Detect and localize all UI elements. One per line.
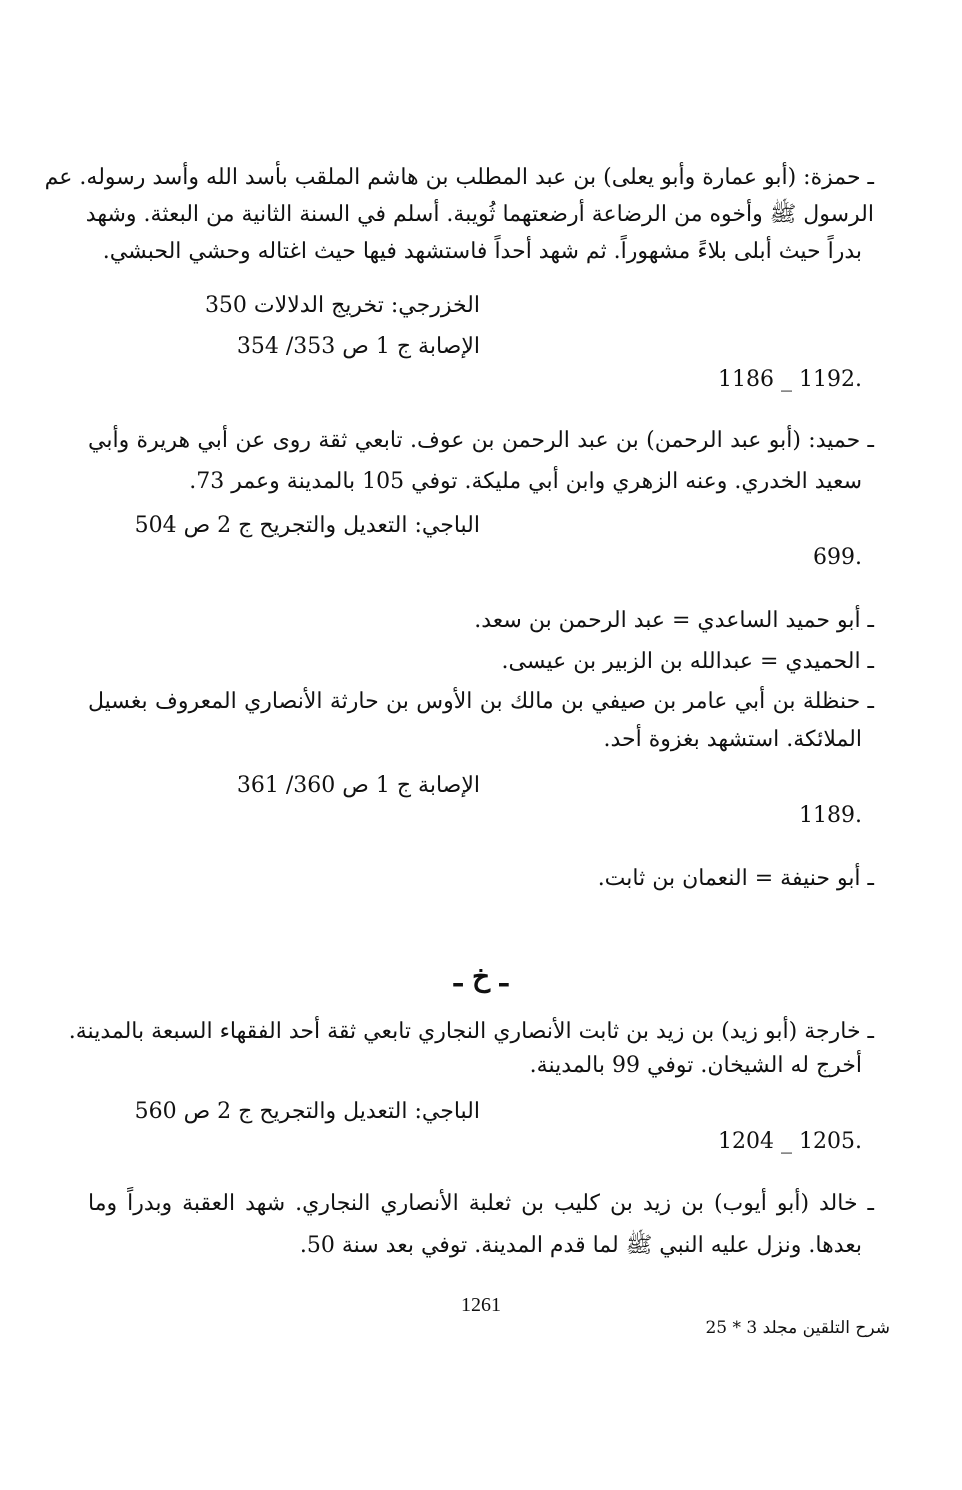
entry-khalid-line-1: ـ خالد (أبو أيوب) بن زيد بن كليب بن ثعلبة الأنصاري النجاري. شهد العقبة وبدراً وما: [88, 1191, 874, 1216]
entry-humaid-line-1: ـ حميد: (أبو عبد الرحمن) بن عبد الرحمن بن عوف. تابعي ثقة روى عن أبي هريرة وأبي: [88, 428, 874, 453]
entry-hamza-ref-2: الإصابة ج 1 ص 353/ 354: [236, 334, 480, 359]
entry-humaid-line-2: سعيد الخدري. وعنه الزهري وابن أبي مليكة. توفي 105 بالمدينة وعمر 73.: [189, 469, 862, 494]
entry-humaidi: ـ الحميدي = عبدالله بن الزبير بن عيسى.: [501, 649, 874, 674]
page-number: 1261: [461, 1294, 501, 1316]
entry-hanzala-ref-1: الإصابة ج 1 ص 360/ 361: [236, 773, 480, 798]
section-heading-kha: ـ خ ـ: [454, 960, 508, 993]
entry-abu-hanifa: ـ أبو حنيفة = النعمان بن ثابت.: [597, 866, 874, 891]
entry-kharija-line-2: أخرج له الشيخان. توفي 99 بالمدينة.: [529, 1053, 862, 1078]
entry-kharija-line-1: ـ خارجة (أبو زيد) بن زيد بن ثابت الأنصاري النجاري تابعي ثقة أحد الفقهاء السبعة بالمدينة.: [68, 1019, 874, 1044]
entry-hamza-pages: .1192 _ 1186: [718, 367, 862, 392]
entry-hamza-ref-1: الخزرجي: تخريج الدلالات 350: [204, 293, 480, 318]
entry-kharija-ref-1: الباجي: التعديل والتجريح ج 2 ص 560: [134, 1099, 480, 1124]
footer-signature: شرح التلقين مجلد 3 * 25: [705, 1318, 890, 1338]
entry-hamza-line-2: الرسول ﷺ وأخوه من الرضاعة أرضعتهما ثُويبة. أسلم في السنة الثانية من البعثة. وشهد: [85, 202, 874, 227]
entry-kharija-pages: .1205 _ 1204: [718, 1129, 862, 1154]
entry-humaid-ref-1: الباجي: التعديل والتجريح ج 2 ص 504: [134, 513, 480, 538]
entry-hanzala-pages: .1189: [799, 803, 862, 828]
entry-hanzala-line-2: الملائكة. استشهد بغزوة أحد.: [603, 727, 862, 752]
entry-humaid-pages: .699: [813, 545, 862, 570]
entry-hamza-line-1: ـ حمزة: (أبو عمارة وأبو يعلى) بن عبد المطلب بن هاشم الملقب بأسد الله وأسد رسوله. عم: [44, 165, 874, 190]
entry-hamza-line-3: بدراً حيث أبلى بلاءً مشهوراً. ثم شهد أحداً فاستشهد فيها حيث اغتاله وحشي الحبشي.: [102, 239, 862, 264]
entry-khalid-line-2: بعدها. ونزل عليه النبي ﷺ لما قدم المدينة. توفي بعد سنة 50.: [299, 1233, 862, 1258]
entry-hanzala-line-1: ـ حنظلة بن أبي عامر بن صيفي بن مالك بن الأوس بن حارثة الأنصاري المعروف بغسيل: [88, 689, 874, 714]
entry-abu-humaid: ـ أبو حميد الساعدي = عبد الرحمن بن سعد.: [474, 608, 874, 633]
